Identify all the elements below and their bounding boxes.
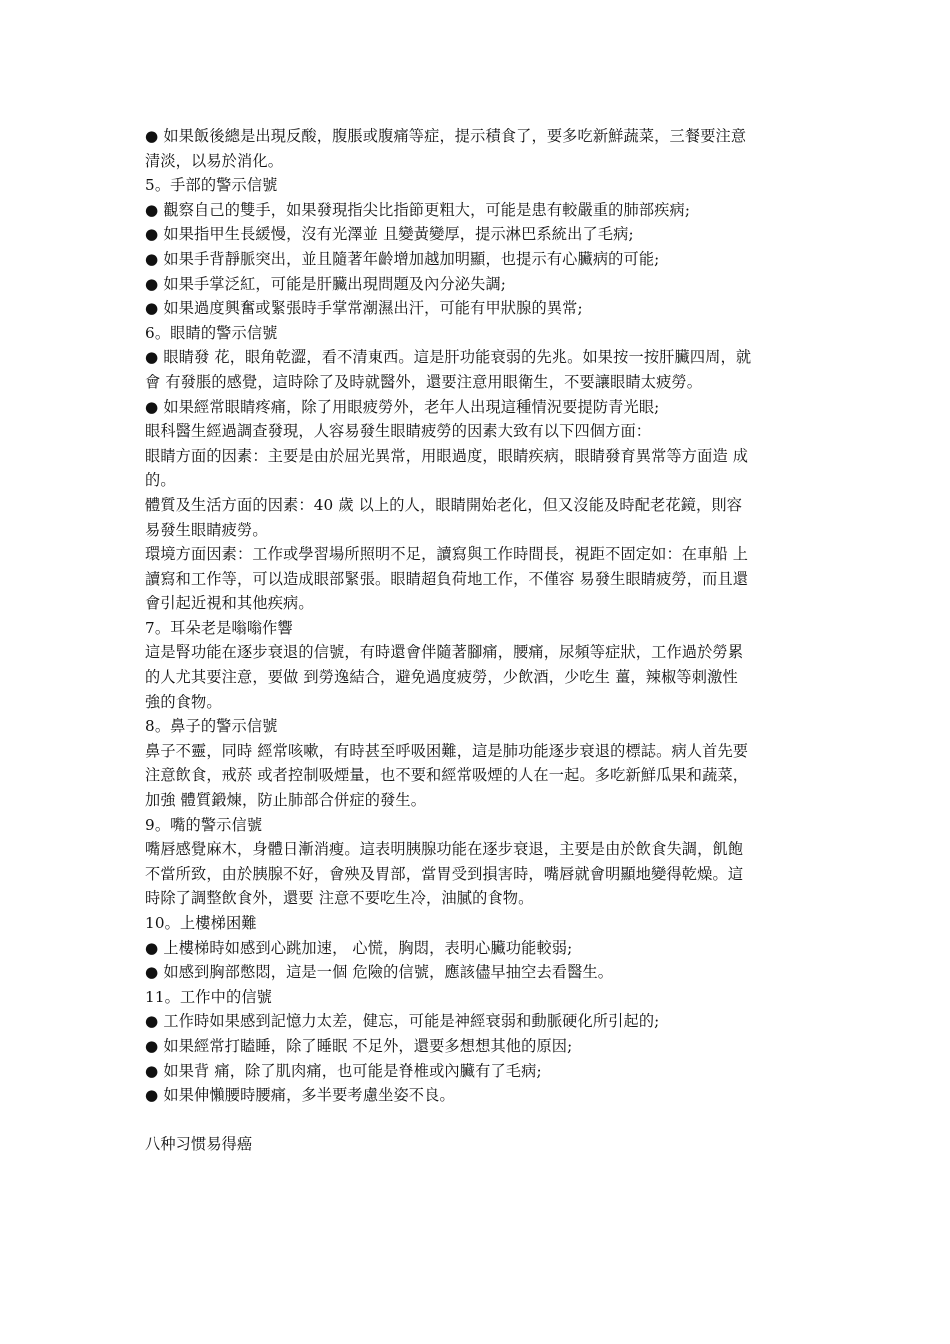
text-line: 強的食物。 [145, 692, 222, 711]
bullet-item: ● 如果手背靜脈突出，並且隨著年齡增加越加明顯，也提示有心臟病的可能; [145, 249, 660, 268]
text-line: 眼睛方面的因素：主要是由於屈光異常，用眼過度，眼睛疾病，眼睛發育異常等方面造 成 [145, 446, 749, 465]
section-heading-ears: 7。耳朵老是嗡嗡作響 [145, 618, 293, 637]
document-page [145, 124, 810, 1157]
bullet-item: ● 如果指甲生長緩慢，沒有光澤並 且變黃變厚，提示淋巴系統出了毛病; [145, 225, 634, 244]
text-line: 體質及生活方面的因素：40 歲 以上的人，眼睛開始老化，但又沒能及時配老花鏡，則容 [145, 495, 743, 514]
text-line: 注意飲食，戒菸 或者控制吸煙量，也不要和經常吸煙的人在一起。多吃新鮮瓜果和蔬菜， [145, 766, 749, 785]
text-line: 鼻子不靈，同時 經常咳嗽，有時甚至呼吸困難，這是肺功能逐步衰退的標誌。病人首先要 [145, 741, 749, 760]
text-line: 的。 [145, 471, 176, 490]
section-heading-stairs: 10。上樓梯困難 [145, 914, 257, 932]
section-heading-nose: 8。鼻子的警示信號 [145, 717, 278, 736]
bullet-item: ● 如果伸懶腰時腰痛，多半要考慮坐姿不良。 [145, 1086, 455, 1105]
text-line: 嘴唇感覺麻木，身體日漸消瘦。這表明胰腺功能在逐步衰退，主要是由於飲食失調，飢飽 [145, 840, 744, 859]
bullet-item: ● 工作時如果感到記憶力太差，健忘，可能是神經衰弱和動脈硬化所引起的; [145, 1012, 660, 1031]
section-heading-work: 11。工作中的信號 [145, 987, 272, 1006]
bullet-item: ● 如感到胸部憋悶，這是一個 危險的信號，應該儘早抽空去看醫生。 [145, 963, 614, 982]
text-line: 會引起近視和其他疾病。 [145, 594, 314, 613]
section-heading-eyes: 6。眼睛的警示信號 [145, 323, 278, 342]
text-line: 這是腎功能在逐步衰退的信號，有時還會伴隨著腳痛，腰痛，尿頻等症狀，工作過於勞累 [145, 643, 744, 662]
bullet-item: ● 觀察自己的雙手，如果發現指尖比指節更粗大，可能是患有較嚴重的肺部疾病; [145, 200, 691, 219]
bullet-item: ● 如果經常眼睛疼痛，除了用眼疲勞外，老年人出現這種情況要提防青光眼; [145, 397, 660, 416]
text-line: 讀寫和工作等，可以造成眼部緊張。眼睛超負荷地工作，不僅容 易發生眼睛疲勞，而且還 [145, 569, 749, 588]
text-line: 加強 體質鍛煉，防止肺部合併症的發生。 [145, 791, 427, 810]
text-line: 易發生眼睛疲勞。 [145, 520, 268, 539]
text-line: 環境方面因素：工作或學習場所照明不足，讀寫與工作時間長，視距不固定如：在車船 上 [145, 545, 749, 564]
bullet-item: ● 如果背 痛，除了肌肉痛，也可能是脊椎或內臟有了毛病; [145, 1061, 542, 1080]
bullet-item: ● 如果過度興奮或緊張時手掌常潮濕出汗，可能有甲狀腺的異常; [145, 299, 583, 318]
footer-heading: 八种习惯易得癌 [145, 1135, 253, 1154]
text-line: 眼科醫生經過調查發現，人容易發生眼睛疲勞的因素大致有以下四個方面： [145, 422, 652, 441]
section-heading-mouth: 9。嘴的警示信號 [145, 815, 263, 834]
bullet-item: ● 如果經常打瞌睡，除了睡眠 不足外，還要多想想其他的原因; [145, 1036, 573, 1055]
text-line: ● 如果飯後總是出現反酸，腹脹或腹痛等症，提示積食了，要多吃新鮮蔬菜，三餐要注意 [145, 127, 747, 145]
section-heading-hands: 5。手部的警示信號 [145, 176, 278, 195]
bullet-item: ● 如果手掌泛紅，可能是肝臟出現問題及內分泌失調; [145, 274, 507, 293]
text-line: 不當所致，由於胰腺不好，會殃及胃部，當胃受到損害時，嘴唇就會明顯地變得乾燥。這 [145, 864, 744, 883]
bullet-item: ● 眼睛發 花，眼角乾澀，看不清東西。這是肝功能衰弱的先兆。如果按一按肝臟四周，就 [145, 348, 752, 367]
bullet-item: ● 上樓梯時如感到心跳加速， 心慌，胸悶，表明心臟功能較弱; [145, 938, 573, 957]
blank-line [145, 1108, 810, 1133]
text-line: 的人尤其要注意，要做 到勞逸結合，避免過度疲勞，少飲酒，少吃生 薑，辣椒等刺激性 [145, 668, 738, 687]
text-line: 時除了調整飲食外，還要 注意不要吃生冷，油膩的食物。 [145, 889, 534, 908]
text-line: 會 有發脹的感覺，這時除了及時就醫外，還要注意用眼衛生，不要讓眼睛太疲勞。 [145, 372, 703, 391]
text-line: 清淡，以易於消化。 [145, 151, 284, 170]
